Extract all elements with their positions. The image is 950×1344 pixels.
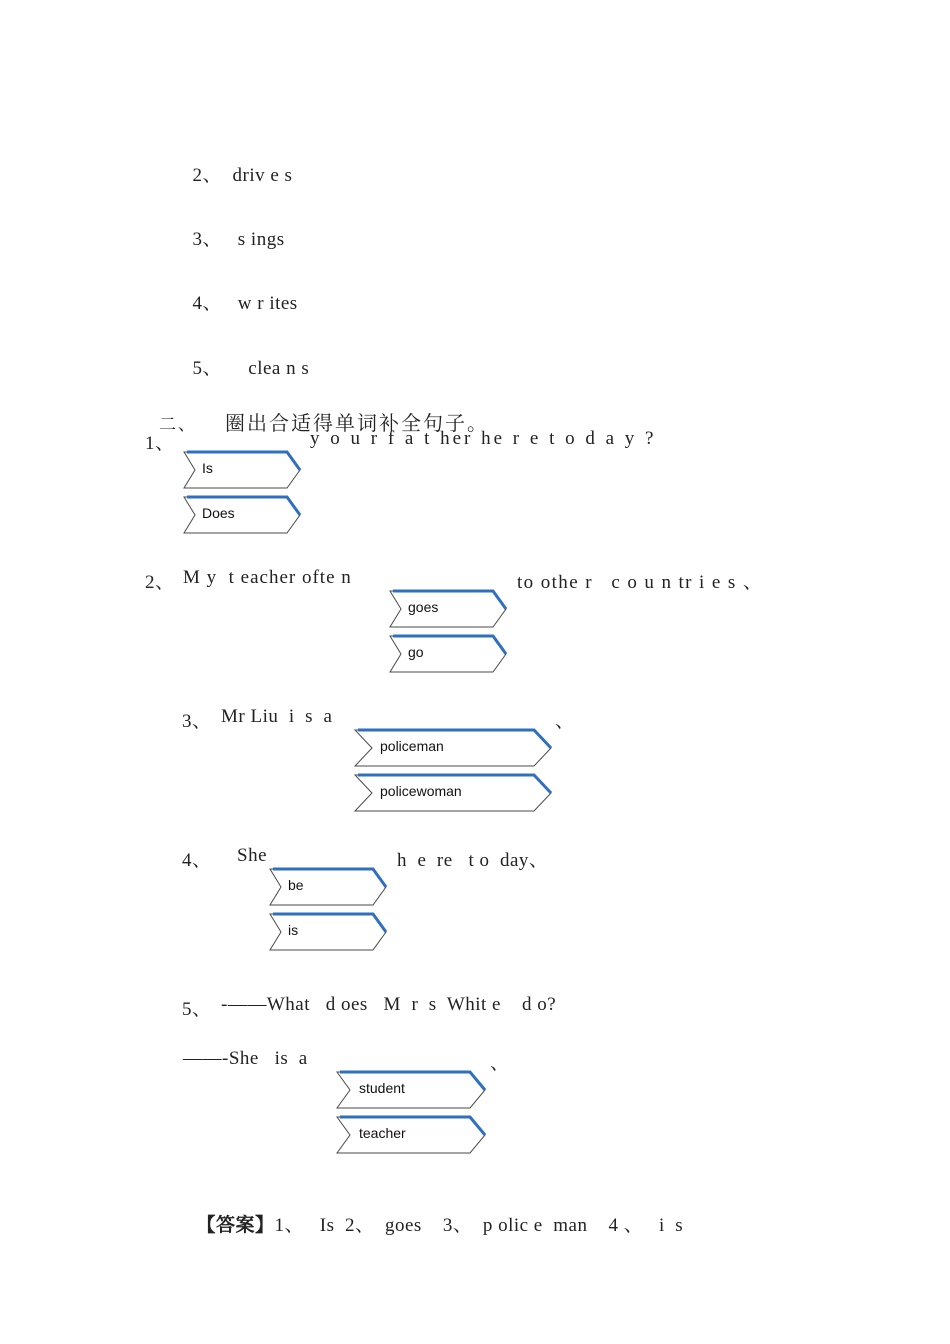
option-arrow[interactable]: [183, 451, 303, 491]
list-item: [182, 202, 285, 251]
question-text-after: to othe r c o u n tr i e s 、: [517, 572, 764, 593]
question-number: 1、: [145, 433, 175, 454]
answer-key: [186, 1188, 683, 1237]
option-label: be: [288, 877, 304, 893]
option-label: go: [408, 644, 424, 660]
section-number: 二、: [159, 415, 197, 434]
list-item: [182, 331, 309, 380]
section-title: 圈出合适得单词补全句子。: [225, 413, 489, 435]
option-label: student: [359, 1080, 405, 1096]
question-text-after: 、: [555, 711, 575, 732]
question-text-before: She: [237, 845, 267, 866]
option-label: goes: [408, 599, 439, 615]
option-arrow[interactable]: [336, 1116, 488, 1156]
option-label: Does: [202, 505, 235, 521]
question-number: 2、: [145, 572, 175, 593]
question-text-before: M y t eacher ofte n: [183, 567, 352, 588]
option-arrow[interactable]: [389, 590, 509, 630]
item-text: w r ites: [237, 293, 298, 314]
option-label: is: [288, 922, 299, 938]
answer-text: 1、 Is 2、 goes 3、 p olic e man 4 、 i s: [274, 1215, 684, 1236]
option-arrow[interactable]: [336, 1071, 488, 1111]
option-label: Is: [202, 460, 213, 476]
option-arrow[interactable]: [354, 729, 554, 769]
question-number: 3、: [182, 711, 212, 732]
question-text-after: h e re t o day、: [397, 850, 549, 871]
item-number: 5、: [192, 358, 223, 379]
item-number: 2、: [192, 165, 223, 186]
option-arrow[interactable]: [389, 635, 509, 675]
option-arrow[interactable]: [354, 774, 554, 814]
item-text: s ings: [237, 229, 285, 250]
question-number: 4、: [182, 850, 212, 871]
question-number: 5、: [182, 999, 212, 1020]
answer-line-before: ——-She is a: [183, 1048, 308, 1069]
item-text: driv e s: [232, 165, 293, 186]
option-label: policewoman: [380, 783, 462, 799]
question-text-before: Mr Liu i s a: [221, 706, 333, 727]
item-text: clea n s: [248, 358, 310, 379]
answer-label: 【答案】: [196, 1214, 275, 1236]
item-number: 4、: [192, 293, 223, 314]
answer-line-after: 、: [490, 1053, 510, 1074]
question-text: -——What d oes M r s Whit e d o?: [221, 994, 557, 1015]
option-arrow[interactable]: [183, 496, 303, 536]
question-text: y o u r f a t her he r e t o d a y ?: [310, 428, 657, 449]
item-number: 3、: [192, 229, 223, 250]
list-item: [182, 138, 292, 187]
option-arrow[interactable]: [269, 913, 389, 953]
option-label: teacher: [359, 1125, 406, 1141]
option-arrow[interactable]: [269, 868, 389, 908]
option-label: policeman: [380, 738, 444, 754]
list-item: [182, 266, 298, 315]
